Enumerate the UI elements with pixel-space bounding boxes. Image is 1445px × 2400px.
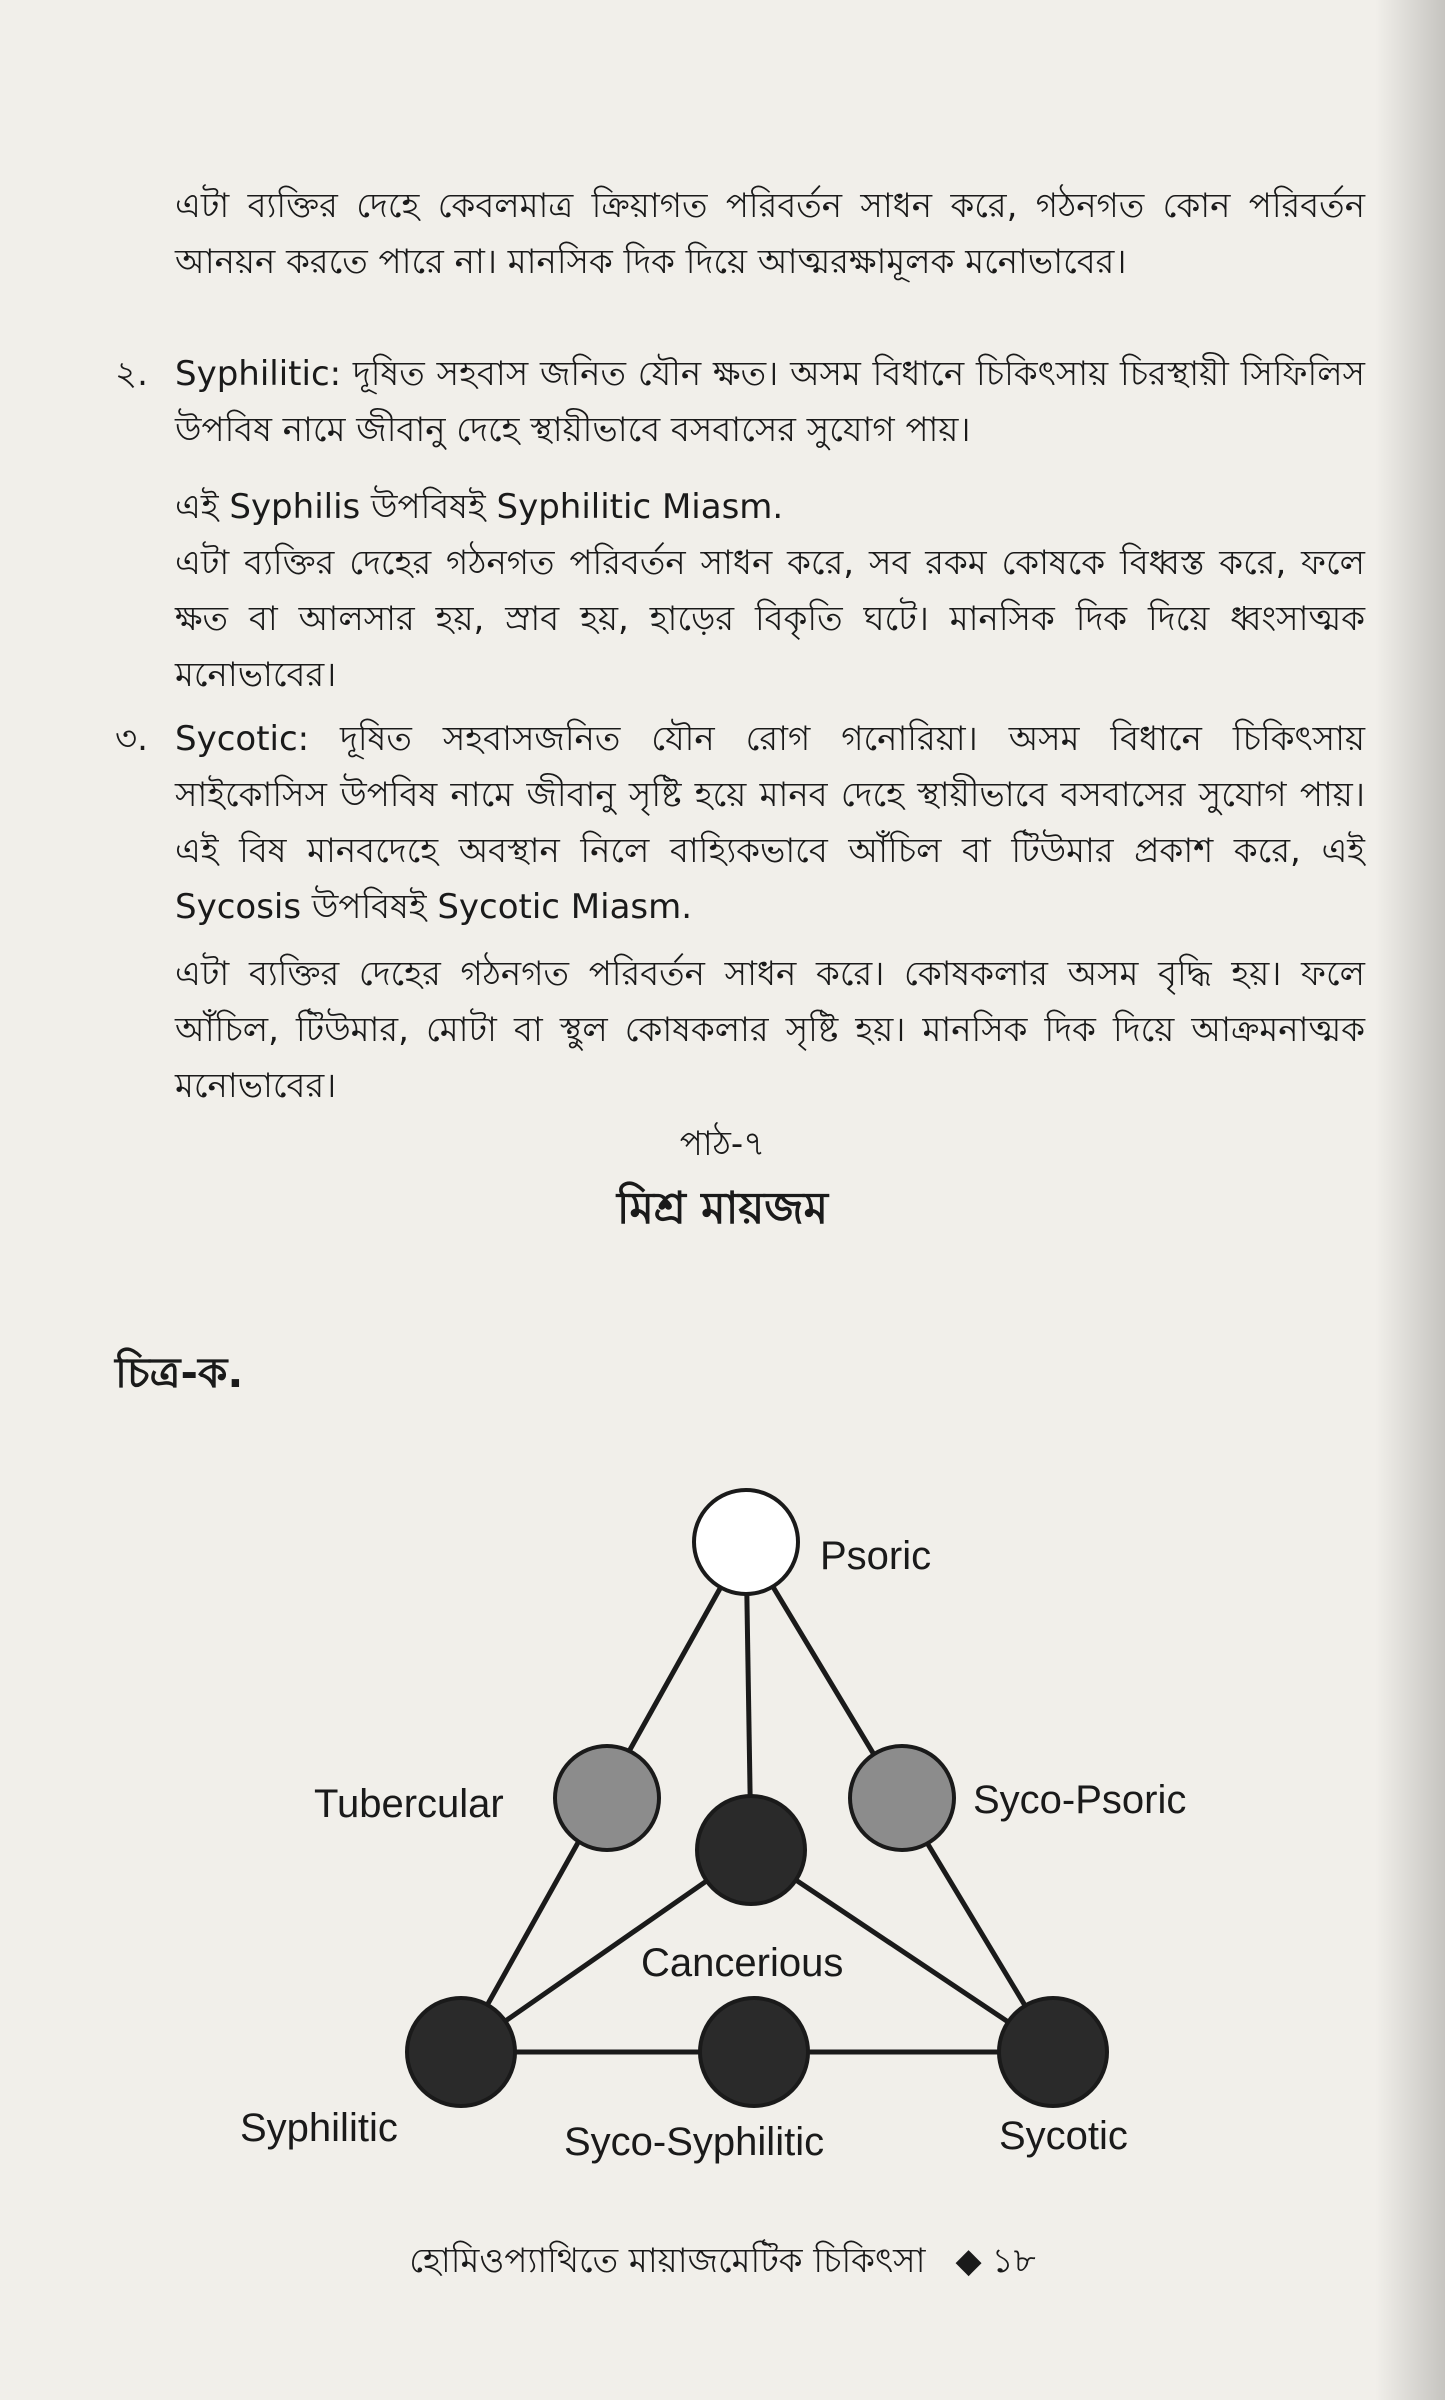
diamond-icon: ◆ [955, 2241, 982, 2281]
label-cancerious: Cancerious [641, 1941, 844, 1985]
list-item-text: Sycotic: দূষিত সহবাসজনিত যৌন রোগ গনোরিয়া। অসম বিধানে চিকিৎসায় সাইকোসিস উপবিষ নামে জীবানু সৃষ্টি হয়ে মানব দেহে স্থায়ীভাবে বসবাসের সুযোগ পায়। এই বিষ মানবদেহে অবস্থান নিলে বাহ্যিকভাবে আঁচিল বা টিউমার প্রকাশ করে, এই Sycosis উপবিষই Sycotic Miasm. [175, 719, 1365, 927]
node-sycotic [999, 1998, 1107, 2106]
node-psoric [694, 1490, 798, 1594]
paragraph-2: এই Syphilis উপবিষই Syphilitic Miasm. [175, 487, 784, 527]
label-sycotic: Sycotic [999, 2114, 1128, 2158]
label-syco-syphilitic: Syco-Syphilitic [564, 2120, 825, 2164]
label-psoric: Psoric [820, 1534, 932, 1578]
paragraph-1: এটা ব্যক্তির দেহে কেবলমাত্র ক্রিয়াগত পরিবর্তন সাধন করে, গঠনগত কোন পরিবর্তন আনয়ন করতে পারে না। মানসিক দিক দিয়ে আত্মরক্ষামূলক মনোভাবের। [175, 186, 1365, 282]
list-number: ২. [115, 354, 148, 394]
page-footer [0, 2235, 1445, 2292]
label-syphilitic: Syphilitic [240, 2106, 398, 2150]
lesson-label: পাঠ-৭ [679, 1124, 766, 1164]
node-tubercular [555, 1746, 659, 1850]
footer-title: হোমিওপ্যাথিতে মায়াজমেটিক চিকিৎসা [409, 2241, 926, 2281]
page-number: ১৮ [991, 2241, 1036, 2281]
node-syco-psoric [850, 1746, 954, 1850]
node-syphilitic [407, 1998, 515, 2106]
list-number: ৩. [115, 719, 148, 759]
paragraph-3: এটা ব্যক্তির দেহের গঠনগত পরিবর্তন সাধন করে, সব রকম কোষকে বিধ্বস্ত করে, ফলে ক্ষত বা আলসার হয়, স্রাব হয়, হাড়ের বিকৃতি ঘটে। মানসিক দিক দিয়ে ধ্বংসাত্মক মনোভাবের। [175, 543, 1365, 695]
section-heading: মিশ্র মায়জম [616, 1183, 829, 1234]
node-syco-syphilitic [700, 1998, 808, 2106]
node-cancerious [697, 1796, 805, 1904]
paragraph-4: এটা ব্যক্তির দেহের গঠনগত পরিবর্তন সাধন করে। কোষকলার অসম বৃদ্ধি হয়। ফলে আঁচিল, টিউমার, মোটা বা স্থুল কোষকলার সৃষ্টি হয়। মানসিক দিক দিয়ে আক্রমনাত্মক মনোভাবের। [175, 954, 1365, 1106]
label-syco-psoric: Syco-Psoric [973, 1778, 1187, 1822]
list-item-text: Syphilitic: দূষিত সহবাস জনিত যৌন ক্ষত। অসম বিধানে চিকিৎসায় চিরস্থায়ী সিফিলিস উপবিষ নামে জীবানু দেহে স্থায়ীভাবে বসবাসের সুযোগ পায়। [175, 354, 1365, 450]
label-tubercular: Tubercular [314, 1782, 504, 1826]
figure-label: চিত্র-ক. [115, 1348, 244, 1397]
